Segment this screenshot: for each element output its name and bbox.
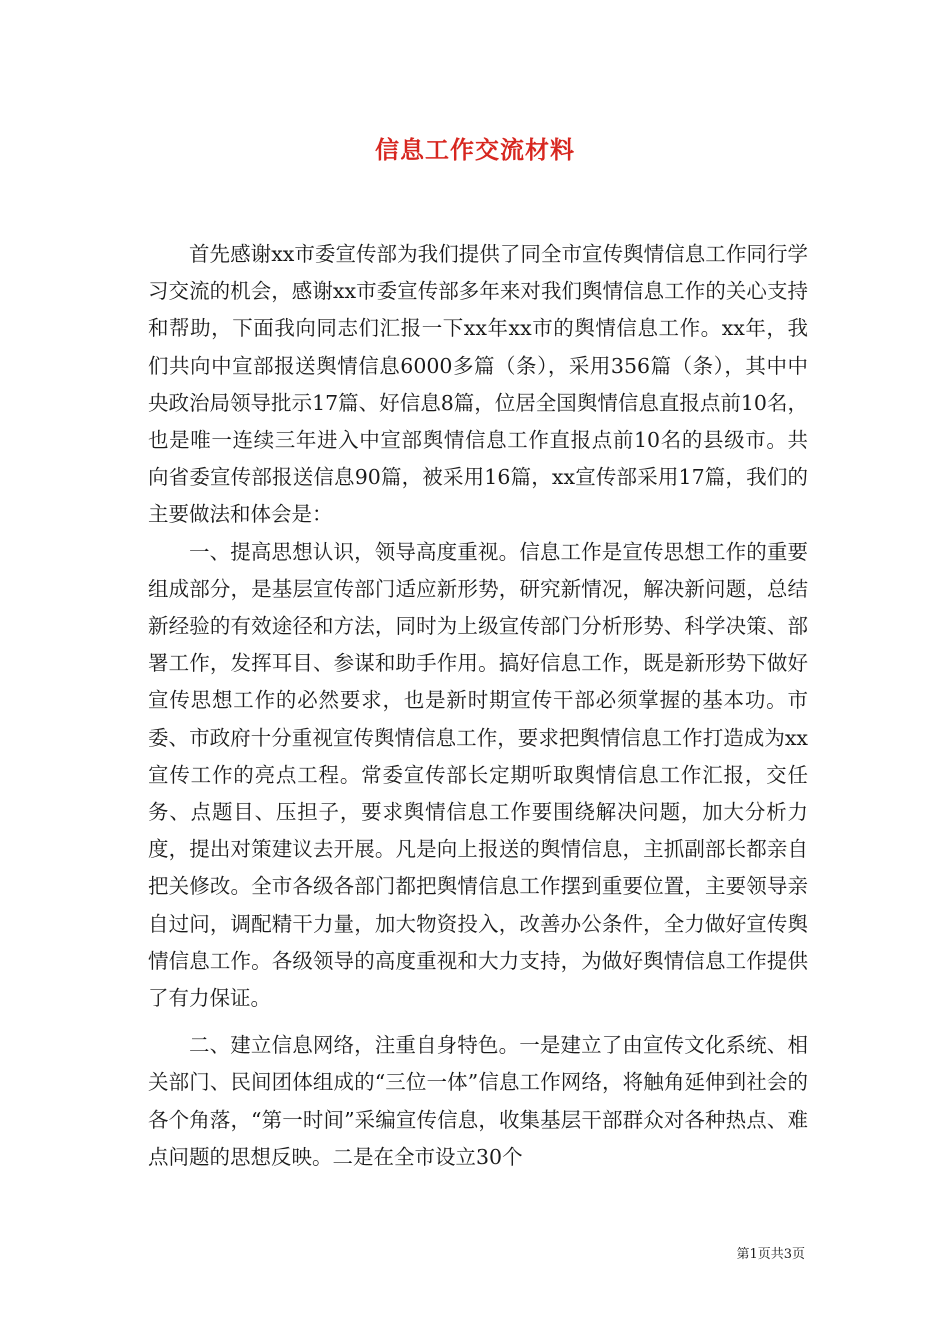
document-title: 信息工作交流材料 bbox=[375, 135, 575, 164]
paragraph-section-two: 二、建立信息网络，注重自身特色。一是建立了由宣传文化系统、相关部门、民间团体组成的“三位一体”信息工作网络，将触角延伸到社会的各个角落，“第一时间”采编宣传信息，收集基层干部群众对各种热点、难点问题的思想反映。二是在全市设立30个 bbox=[148, 1033, 808, 1169]
page-number: 第1页共3页 bbox=[736, 1247, 805, 1262]
paragraph-intro: 首先感谢xx市委宣传部为我们提供了同全市宣传舆情信息工作同行学习交流的机会，感谢xx市委宣传部多年来对我们舆情信息工作的关心支持和帮助，下面我向同志们汇报一下xx年xx市的舆情信息工作。xx年，我们共向中宣部报送舆情信息6000多篇（条），采用356篇（条），其中中央政治局领导批示17篇、好信息8篇，位居全国舆情信息直报点前10名，也是唯一连续三年进入中宣部舆情信息工作直报点前10名的县级市。共向省委宣传部报送信息90篇，被采用16篇，xx宣传部采用17篇，我们的主要做法和体会是： bbox=[148, 242, 808, 527]
document-body bbox=[148, 236, 808, 1176]
paragraph-section-one: 一、提高思想认识，领导高度重视。信息工作是宣传思想工作的重要组成部分，是基层宣传部门适应新形势，研究新情况，解决新问题，总结新经验的有效途径和方法，同时为上级宣传部门分析形势、科学决策、部署工作，发挥耳目、参谋和助手作用。搞好信息工作，既是新形势下做好宣传思想工作的必然要求，也是新时期宣传干部必须掌握的基本功。市委、市政府十分重视宣传舆情信息工作，要求把舆情信息工作打造成为xx宣传工作的亮点工程。常委宣传部长定期听取舆情信息工作汇报，交任务、点题目、压担子，要求舆情信息工作要围绕解决问题，加大分析力度，提出对策建议去开展。凡是向上报送的舆情信息，主抓副部长都亲自把关修改。全市各级各部门都把舆情信息工作摆到重要位置，主要领导亲自过问，调配精干力量，加大物资投入，改善办公条件，全力做好宣传舆情信息工作。各级领导的高度重视和大力支持，为做好舆情信息工作提供了有力保证。 bbox=[148, 539, 808, 1011]
